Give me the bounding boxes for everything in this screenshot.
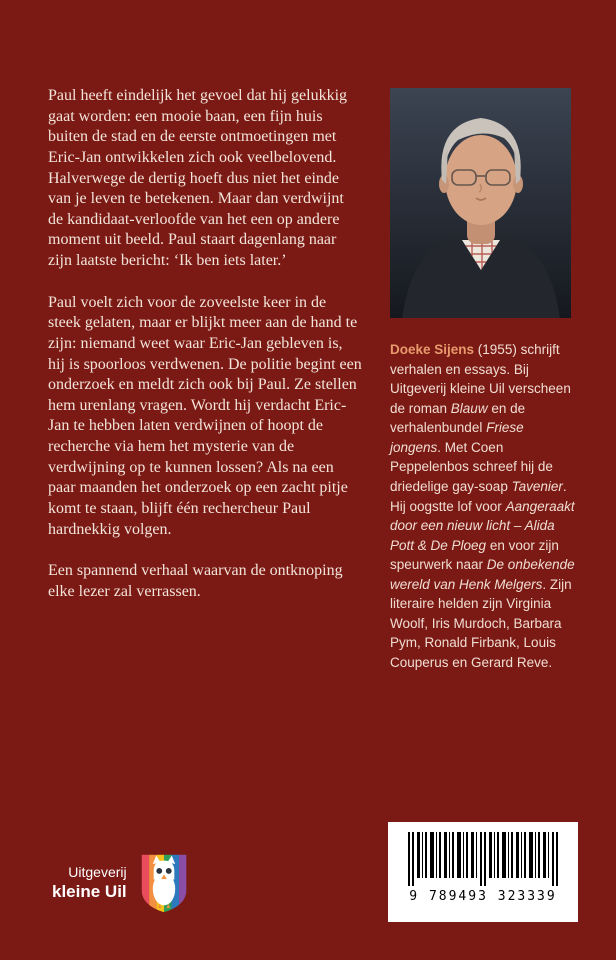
- publisher-name-line1: Uitgeverij: [68, 863, 127, 880]
- author-photo: [390, 88, 571, 318]
- synopsis-paragraph-1: Paul heeft eindelijk het gevoel dat hij gelukkig gaat worden: een mooie baan, een fijn huis buiten de stad en de eerste ontmoetingen met Eric-Jan ontwikkelen zich ook veelbelovend. Halverwege de dertig hoeft dus niet het einde van je leven te betekenen. Maar dan verdwijnt de kandidaat-verloofde van het een op andere moment uit beeld. Paul staart dagenlang naar zijn laatste bericht: ‘Ik ben iets later.’: [48, 87, 348, 269]
- publisher-name: [52, 864, 127, 903]
- synopsis-paragraph-2: Paul voelt zich voor de zoveelste keer in de steek gelaten, maar er blijkt meer aan de hand te zijn: niemand weet waar Eric-Jan gebleven is, hij is spoorloos verdwenen. De politie begint een onderzoek en meldt zich ook bij Paul. Ze stellen hem urenlang vragen. Wordt hij verdacht Eric-Jan te hebben laten verdwijnen of hoopt de recherche via hem het mysterie van de verdwijning op te kunnen lossen? Als na een paar maanden het onderzoek op een zacht pitje komt te staan, blijft één rechercheur Paul hardnekkig volgen.: [48, 293, 362, 538]
- barcode-bars: [406, 832, 560, 886]
- author-bio: Doeke Sijens (1955) schrijft verhalen en essays. Bij Uitgeverij kleine Uil verscheen de roman Blauw en de verhalenbundel Friese jongens. Met Coen Peppelenbos schreef hij de driedelige gay-soap Tavenier. Hij oogstte lof voor Aangeraakt door een nieuw licht – Alida Pott & De Ploeg en voor zijn speurwerk naar De onbekende wereld van Henk Melgers. Zijn literaire helden zijn Virginia Woolf, Iris Murdoch, Barbara Pym, Ronald Firbank, Louis Couperus en Gerard Reve.: [390, 342, 575, 670]
- synopsis-paragraph-3: Een spannend verhaal waarvan de ontknoping elke lezer zal verrassen.: [48, 562, 343, 600]
- publisher-name-line2: kleine Uil: [52, 882, 127, 902]
- owl-rainbow-shield-icon: [138, 852, 190, 914]
- barcode-number: 9 789493 323339: [409, 889, 557, 904]
- synopsis: [48, 86, 362, 623]
- publisher-logo: [52, 852, 190, 914]
- author-portrait-image: [390, 88, 571, 318]
- barcode: [388, 822, 578, 922]
